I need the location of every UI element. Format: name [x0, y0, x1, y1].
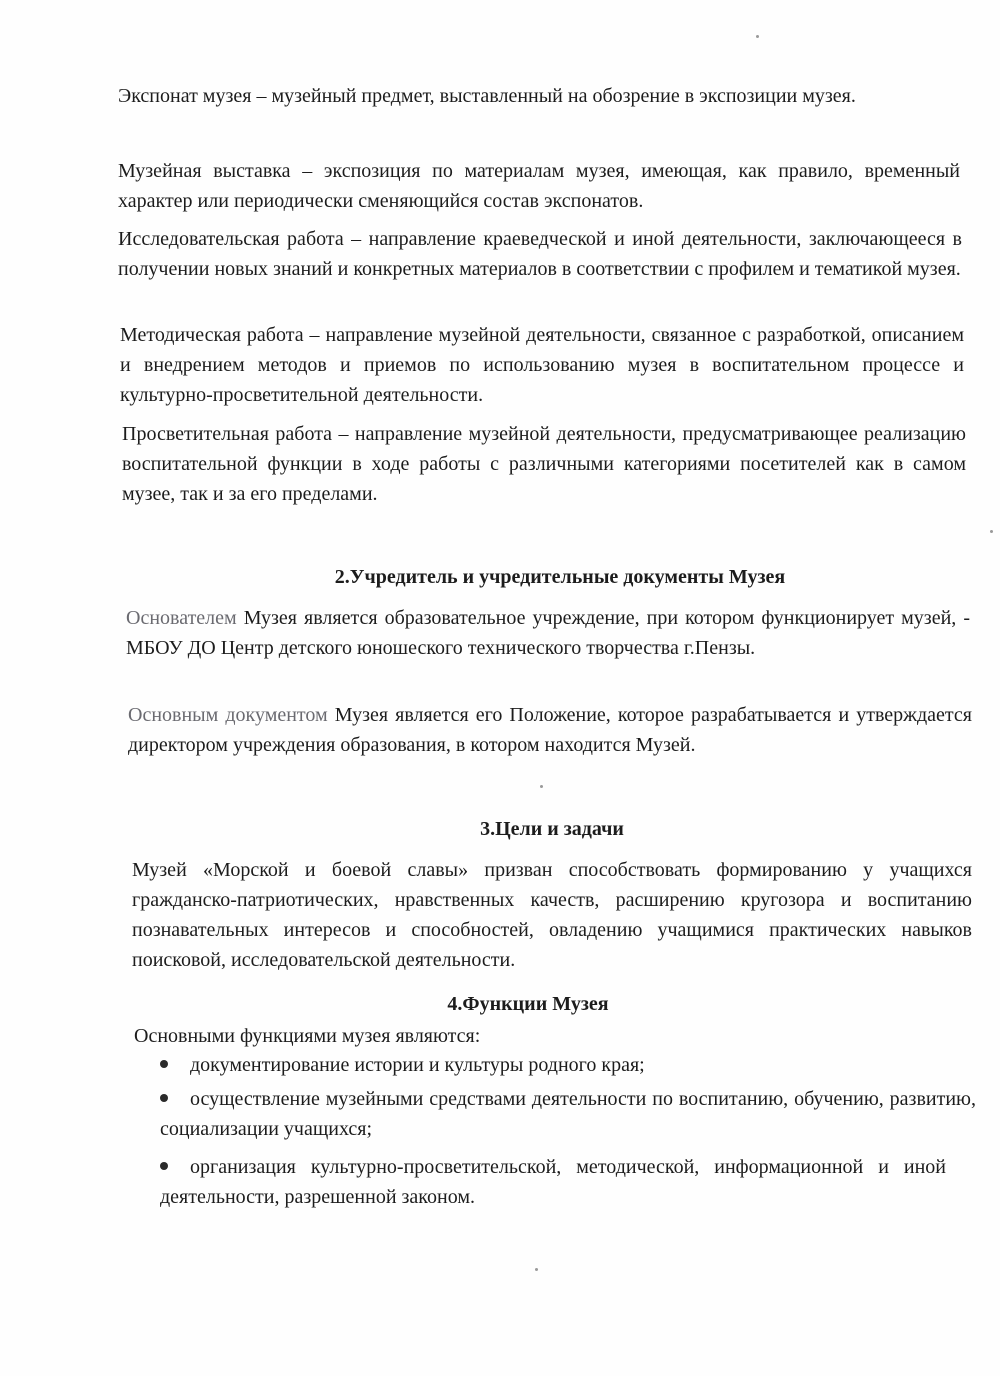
section-2-main-document — [128, 700, 972, 760]
function-item-text: осуществление музейными средствами деятельности по воспитанию, обучению, развитию, социализации учащихся; — [160, 1088, 976, 1140]
definition-research-work: Исследовательская работа – направление краеведческой и иной деятельности, заключающееся в получении новых знаний и конкретных материалов в соответствии с профилем и тематикой музея. — [118, 228, 962, 280]
list-item — [160, 1152, 976, 1212]
functions-list — [160, 1050, 976, 1220]
definition-exhibition: Музейная выставка – экспозиция по материалам музея, имеющая, как правило, временный характер или периодически сменяющийся состав экспонатов. — [118, 160, 960, 212]
scan-speck — [990, 530, 993, 533]
section-3-heading: 3.Цели и задачи — [480, 818, 624, 840]
main-document-rest: Музея является его Положение, которое разрабатывается и утверждается директором учреждения образования, в котором находится Музей. — [128, 704, 972, 756]
founder-rest: Музея является образовательное учреждение, при котором функционирует музей, - МБОУ ДО Центр детского юношеского технического творчества г.Пензы. — [126, 607, 970, 659]
main-document-lead: Основным документом — [128, 704, 328, 726]
definition-exhibit: Экспонат музея – музейный предмет, выставленный на обозрение в экспозиции музея. — [118, 85, 856, 107]
section-4-intro: Основными функциями музея являются: — [134, 1025, 481, 1047]
definition-methodical-work: Методическая работа – направление музейной деятельности, связанное с разработкой, описанием и внедрением методов и приемов по использованию музея в воспитательном процессе и культурно-просветительной деятельности. — [120, 324, 964, 406]
section-3-text: Музей «Морской и боевой славы» призван способствовать формированию у учащихся гражданско-патриотических, нравственных качеств, расширению кругозора и воспитанию познавательных интересов и способностей, овладению учащимися практических навыков поисковой, исследовательской деятельности. — [132, 859, 972, 971]
bullet-icon — [160, 1060, 168, 1068]
list-item — [160, 1050, 976, 1080]
bullet-icon — [160, 1162, 168, 1170]
definition-educational-work: Просветительная работа – направление музейной деятельности, предусматривающее реализацию воспитательной функции в ходе работы с различными категориями посетителей как в самом музее, так и за его пределами. — [122, 423, 966, 505]
section-4-heading: 4.Функции Музея — [447, 993, 609, 1015]
scan-speck — [756, 35, 759, 38]
bullet-icon — [160, 1094, 168, 1102]
section-2-founder — [126, 603, 970, 663]
scan-speck — [535, 1268, 538, 1271]
section-2-heading: 2.Учредитель и учредительные документы Музея — [334, 566, 786, 588]
function-item-text: документирование истории и культуры родного края; — [190, 1054, 645, 1076]
list-item — [160, 1084, 976, 1144]
scan-speck — [540, 785, 543, 788]
founder-lead: Основателем — [126, 607, 237, 629]
function-item-text: организация культурно-просветительской, методической, информационной и иной деятельности, разрешенной законом. — [160, 1156, 946, 1208]
